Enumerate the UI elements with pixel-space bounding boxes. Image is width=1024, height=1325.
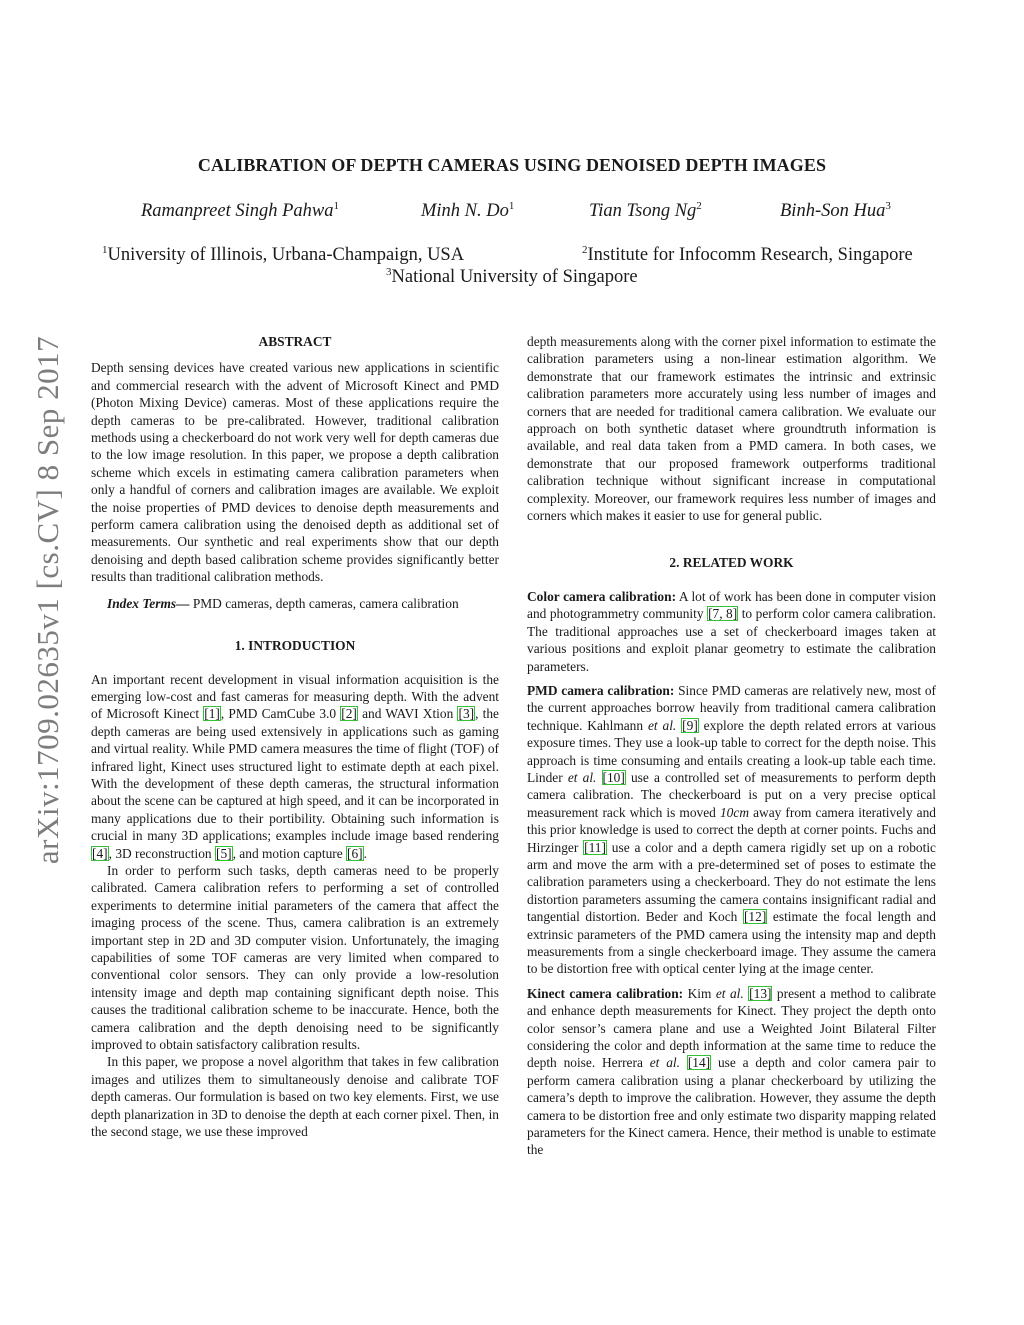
paper-title: CALIBRATION OF DEPTH CAMERAS USING DENOISED DEPTH IMAGES [197,155,827,175]
citation-link[interactable]: [4] [92,845,108,861]
intro-paragraph-3: In this paper, we propose a novel algorithm that takes in few calibration images and utilizes them to simultaneously denoise and calibrate TOF depth cameras. Our formulation is based on two key elements. First, we use depth planarization in 3D to denoise the depth at each corner pixel. Then, in the second stage, we use these improved [91,1054,499,1140]
related-color-paragraph: Color camera calibration: A lot of work has been done in computer vision and photogrammetry community [7, 8] to perform color camera calibration. The traditional approaches use a set of checkerboard images taken at various positions and exploit planar geometry to estimate the calibration parameters. [527,588,937,674]
citation-link[interactable]: [6] [347,845,363,861]
intro-paragraph-1: An important recent development in visual information acquisition is the emerging low-cost and fast cameras for measuring depth. With the advent of Microsoft Kinect [1], PMD CamCube 3.0 [2] and WAVI Xtion [3], the depth cameras are being used extensively in applications such as gaming and virtual reality. While PMD camera measures the time of flight (TOF) of infrared light, Kinect uses structured light to estimate depth at each pixel. With the development of these depth cameras, the structural information about the scene can be captured at high speed, and it can be incorporated in many applications due to their portibility. Obtaining such information is crucial in many 3D applications; examples include image based rendering [4], 3D reconstruction [5], and motion capture [6]. [91,671,500,861]
citation-link[interactable]: [7, 8] [708,606,738,622]
citation-link[interactable]: [5] [215,845,232,861]
citation-link[interactable]: [14] [687,1055,711,1071]
related-work-heading: 2. RELATED WORK [669,555,794,571]
citation-link[interactable]: [3] [458,706,475,722]
related-pmd-paragraph: PMD camera calibration: Since PMD cameras are relatively new, most of the current approaches borrow heavily from traditional camera calibration technique. Kahlmann et al. [9] explore the depth related errors at various exposure times. They use a look-up table to correct for the depth noise. This approach is time consuming and entails creating a look-up table each time. Linder et al. [10] use a controlled set of measurements to perform depth camera calibration. The checkerboard is put on a very precise optical measurement rack which is moved 10cm away from camera iteratively and this prior knowledge is used to correct the depth at corner points. Fuchs and Hirzinger [11] use a color and a depth camera rigidly set up on a robotic arm and move the arm with a pre-determined set of poses to estimate the calibration parameters using a checkerboard. They do not estimate the lens distortion parameters assuming the camera contains insignificant radial and tangential distortion. Beder and Koch [12] estimate the focal length and extrinsic parameters of the PMD camera using the intensity map and depth measurements from a single checkerboard image. They assume the camera to be distortion free with optical center lying at the image center. [527,682,936,977]
citation-link[interactable]: [12] [743,909,767,925]
related-kinect-paragraph: Kinect camera calibration: Kim et al. [13] present a method to calibrate and enhance depth measurements for Kinect. They project the depth onto color sensor’s camera plane and use a Weighted Joint Bilateral Filter considering the color and depth information at the same time to reduce the depth noise. Herrera et al. [14] use a depth and color camera pair to perform camera calibration using a planar checkerboard by utilizing the camera’s depth to improve the calibration. However, they assume the depth camera to be distortion free and only estimate two disparity mapping related parameters for the Kinect camera. Hence, their method is unable to estimate the [527,985,936,1158]
citation-link[interactable]: [10] [602,769,625,785]
citation-link[interactable]: [13] [749,985,772,1001]
abstract-text: Depth sensing devices have created various new applications in scientific and commercial research with the advent of Microsoft Kinect and PMD (Photon Mixing Device) cameras. Most of these applications require the depth cameras to be pre-calibrated. However, traditional calibration methods using a checkerboard do not work very well for depth cameras due to the low image resolution. In this paper, we propose a depth calibration scheme which excels in estimating camera calibration parameters when only a handful of corners and calibration images are available. We exploit the noise properties of PMD devices to denoise depth measurements and perform camera calibration using the denoised depth as additional set of measurements. Our synthetic and real experiments show that our depth denoising and depth based calibration scheme provides significantly better results than traditional calibration methods. [91,360,499,585]
citation-link[interactable]: [2] [341,706,357,722]
citation-link[interactable]: [11] [584,839,606,855]
abstract-heading: ABSTRACT [258,334,332,349]
index-terms: Index Terms— PMD cameras, depth cameras, camera calibration [107,595,459,611]
right-column [527,333,936,1159]
author-3: Tian Tsong Ng$^2$ [589,200,702,221]
affiliation-1: $^1$University of Illinois, Urbana-Champaign, USA [102,244,465,265]
intro-heading: 1. INTRODUCTION [234,638,356,654]
intro-paragraph-2: In order to perform such tasks, depth cameras need to be properly calibrated. Camera calibration refers to performing a set of controlled experiments to determine initial parameters of the camera that affect the imaging process of the scene. Thus, camera calibration is an extremely important step in 2D and 3D computer vision. Unfortunately, the imaging capabilities of some TOF cameras are very limited when compared to conventional color sensors. They can only provide a low-resolution intensity image and depth map containing significant depth noise. This causes the traditional calibration scheme to be inaccurate. Hence, both the camera calibration and the depth denoising need to be significantly improved to obtain satisfactory calibration results. [91,862,499,1053]
citation-link[interactable]: [1] [204,706,220,722]
citation-link[interactable]: [9] [682,717,698,733]
affiliation-2: $^2$Institute for Infocomm Research, Singapore [582,244,913,265]
left-column [91,333,499,1140]
author-2: Minh N. Do$^1$ [421,200,515,221]
arxiv-identifier[interactable]: arXiv:1709.02635v1 [cs.CV] 8 Sep 2017 [30,335,65,865]
author-1: Ramanpreet Singh Pahwa$^1$ [141,200,340,221]
intro-paragraph-3-continued: depth measurements along with the corner pixel information to estimate the calibration parameters using a non-linear estimation algorithm. We demonstrate that our framework estimates the intrinsic and extrinsic calibration parameters more accurately using less number of images and corners that are needed for traditional camera calibration. We evaluate our approach on both synthetic dataset where groundtruth information is available, and real data taken from a PMD camera. In both cases, we demonstrate that our proposed framework outperforms traditional calibration technique without significant increase in computational complexity. Moreover, our framework requires less number of images and corners which makes it easier to use for general public. [527,334,936,524]
affiliation-3: $^3$National University of Singapore [386,266,638,287]
author-4: Binh-Son Hua$^3$ [780,200,891,221]
